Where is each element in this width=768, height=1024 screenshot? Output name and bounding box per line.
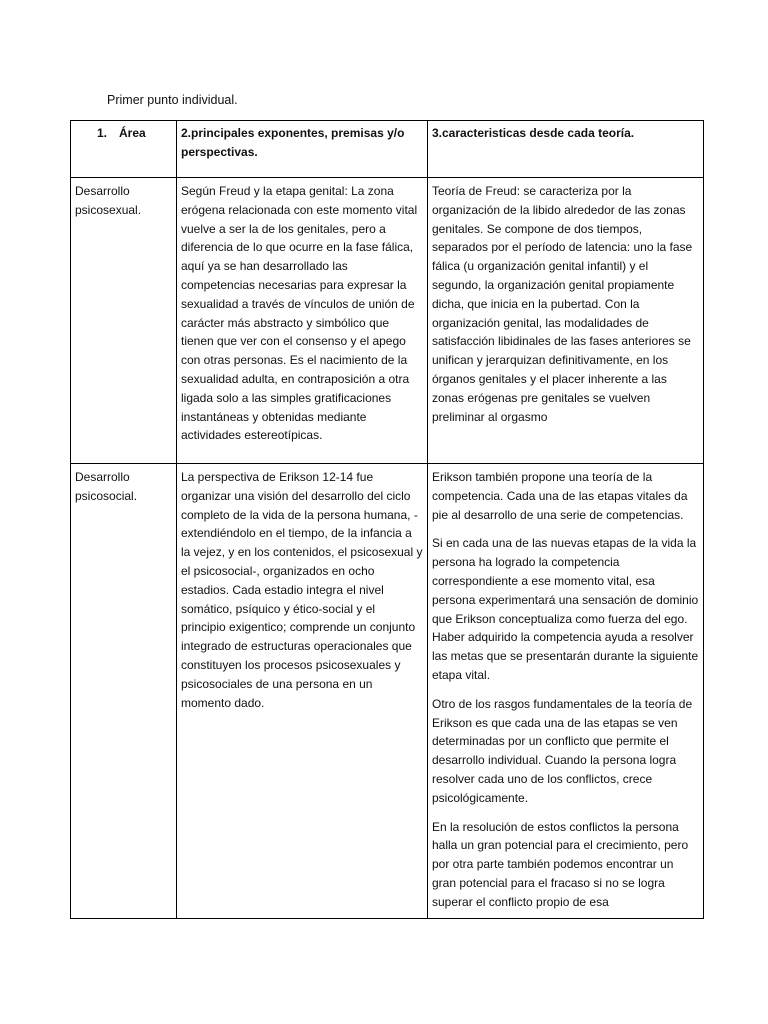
- caracteristicas-cell: [428, 464, 704, 919]
- header-exponentes-cell: 2.principales exponentes, premisas y/o perspectivas.: [177, 121, 428, 178]
- caracteristicas-paragraph: Otro de los rasgos fundamentales de la teoría de Erikson es que cada una de las etapas se ven determinadas por un conflicto que permite el desarrollo individual. Cuando la persona logra resolver cada uno de los conflictos, crece psicológicamente.: [432, 696, 693, 805]
- exponentes-cell: La perspectiva de Erikson 12-14 fue organizar una visión del desarrollo del ciclo completo de la vida de la persona humana, -extendiéndolo en el tiempo, de la infancia a la vejez, y en los contenidos, el psicosexual y el psicosocial-, organizados en ocho estadios. Cada estadio integra el nivel somático, psíquico y ético-social y el principio exigentico; comprende un conjunto integrado de estructuras operacionales que constituyen los procesos psicosexuales y psicosociales de una persona en un momento dado.: [177, 464, 428, 919]
- area-cell: Desarrollo psicosocial.: [71, 464, 177, 919]
- table-header-row: [71, 121, 704, 178]
- header-area-label: Área: [119, 126, 146, 140]
- header-caracteristicas-cell: 3.caracteristicas desde cada teoría.: [428, 121, 704, 178]
- caracteristicas-cell: [428, 178, 704, 464]
- document-heading: Primer punto individual.: [107, 93, 238, 107]
- caracteristicas-paragraph: En la resolución de estos conflictos la persona halla un gran potencial para el crecimiento, pero por otra parte también podemos encontrar un gran potencial para el fracaso si no se logra superar el conflicto propio de esa: [432, 819, 689, 909]
- header-area-number: 1.: [97, 126, 108, 140]
- table-row: [71, 178, 704, 464]
- exponentes-cell: Según Freud y la etapa genital: La zona erógena relacionada con este momento vital vuelve a ser la de los genitales, pero a diferencia de lo que ocurre en la fase fálica, aquí ya se han desarrollado las competencias necesarias para expresar la sexualidad a través de vínculos de unión de carácter más abstracto y simbólico que tienen que ver con el consenso y el apego con otras personas. Es el nacimiento de la sexualidad adulta, en contraposición a otra ligada solo a las simples gratificaciones instantáneas y obtenidas mediante actividades estereotípicas.: [177, 178, 428, 464]
- area-cell: Desarrollo psicosexual.: [71, 178, 177, 464]
- table-row: [71, 464, 704, 919]
- comparison-table: [70, 120, 704, 919]
- header-area-cell: [71, 121, 177, 178]
- caracteristicas-paragraph: Erikson también propone una teoría de la competencia. Cada una de las etapas vitales da pie al desarrollo de una serie de competencias.: [432, 470, 688, 522]
- caracteristicas-paragraph: Teoría de Freud: se caracteriza por la organización de la libido alrededor de las zonas genitales. Se compone de dos tiempos, separados por el período de latencia: uno la fase fálica (u organización genital infantil) y el segundo, la organización genital propiamente dicha, que inicia en la pubertad. Con la organización genital, las modalidades de satisfacción libidinales de las fases anteriores se unifican y jerarquizan definitivamente, en los órganos genitales y el placer inherente a las zonas erógenas pre genitales se vuelven preliminar al orgasmo: [432, 184, 693, 424]
- caracteristicas-paragraph: Si en cada una de las nuevas etapas de la vida la persona ha logrado la competencia correspondiente a ese momento vital, esa persona experimentará una sensación de dominio que Erikson conceptualiza como fuerza del ego. Haber adquirido la competencia ayuda a resolver las metas que se presentarán durante la siguiente etapa vital.: [432, 536, 699, 682]
